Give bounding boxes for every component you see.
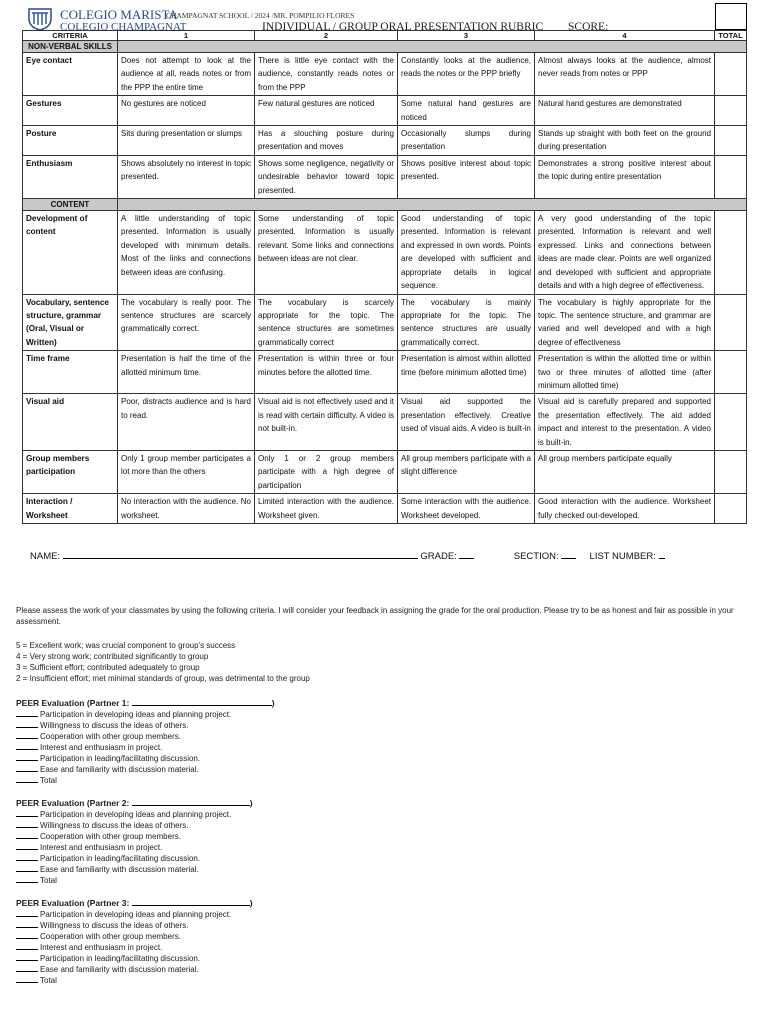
list-item: Participation in developing ideas and planning project. bbox=[16, 809, 253, 820]
level-3-cell: Shows positive interest about topic presented. bbox=[398, 155, 535, 198]
level-1-cell: Sits during presentation or slumps bbox=[118, 126, 255, 156]
rating-field[interactable] bbox=[16, 764, 38, 772]
criteria-cell: Eye contact bbox=[23, 53, 118, 96]
total-cell[interactable] bbox=[715, 211, 747, 294]
level-3-cell: The vocabulary is mainly appropriate for the topic. The sentence structures are usually grammatically correct. bbox=[398, 294, 535, 351]
peer-evaluation-3: PEER Evaluation (Partner 3: ) Participation in developing ideas and planning project. Willingness to discuss the ideas of others. Cooperation with other group members. Interest and enthusiasm in project. Participation in leading/facilitating discussion. Ease and familiarity with discussion material. Total bbox=[16, 898, 253, 985]
level-4-cell: Good interaction with the audience. Worksheet fully checked out-developed. bbox=[535, 494, 715, 524]
level-1-cell: Does not attempt to look at the audience at all, reads notes or from the PPP the entire time bbox=[118, 53, 255, 96]
rating-field[interactable] bbox=[16, 720, 38, 728]
peer-evaluation-2: PEER Evaluation (Partner 2: ) Participation in developing ideas and planning project. Willingness to discuss the ideas of others. Cooperation with other group members. Interest and enthusiasm in project. Participation in leading/facilitating discussion. Ease and familiarity with discussion material. Total bbox=[16, 798, 253, 885]
criteria-cell: Visual aid bbox=[23, 394, 118, 451]
criteria-cell: Interaction / Worksheet bbox=[23, 494, 118, 524]
header-score-3: 3 bbox=[398, 31, 535, 41]
level-2-cell: Presentation is within three or four minutes before the allotted time. bbox=[255, 351, 398, 394]
list-item: Cooperation with other group members. bbox=[16, 931, 253, 942]
partner-name-field[interactable] bbox=[132, 897, 250, 906]
header-total: TOTAL bbox=[715, 31, 747, 41]
level-4-cell: Demonstrates a strong positive interest about the topic during entire presentation bbox=[535, 155, 715, 198]
rating-field[interactable] bbox=[16, 964, 38, 972]
rating-field[interactable] bbox=[16, 709, 38, 717]
level-2-cell: Limited interaction with the audience. Worksheet given. bbox=[255, 494, 398, 524]
grade-label: GRADE: bbox=[420, 551, 457, 562]
list-item: Interest and enthusiasm in project. bbox=[16, 742, 275, 753]
level-3-cell: All group members participate with a slight difference bbox=[398, 450, 535, 493]
table-row bbox=[23, 394, 747, 451]
scale-item: 2 = Insufficient effort; met minimal standards of group, was detrimental to the group bbox=[16, 674, 310, 683]
level-2-cell: Has a slouching posture during presentation and moves bbox=[255, 126, 398, 156]
rating-field[interactable] bbox=[16, 953, 38, 961]
level-1-cell: Only 1 group member participates a lot more than the others bbox=[118, 450, 255, 493]
name-label: NAME: bbox=[30, 551, 61, 562]
section-label: NON-VERBAL SKILLS bbox=[23, 41, 118, 53]
rating-field[interactable] bbox=[16, 931, 38, 939]
total-cell[interactable] bbox=[715, 394, 747, 451]
level-1-cell: No gestures are noticed bbox=[118, 96, 255, 126]
level-2-cell: Few natural gestures are noticed bbox=[255, 96, 398, 126]
rating-field[interactable] bbox=[16, 920, 38, 928]
section-row-nonverbal bbox=[23, 41, 747, 53]
criteria-cell: Enthusiasm bbox=[23, 155, 118, 198]
logo-line-1: COLEGIO MARISTA bbox=[60, 7, 178, 22]
total-cell[interactable] bbox=[715, 351, 747, 394]
rating-field[interactable] bbox=[16, 864, 38, 872]
criteria-cell: Gestures bbox=[23, 96, 118, 126]
criteria-cell: Group members participation bbox=[23, 450, 118, 493]
rubric-title: INDIVIDUAL / GROUP ORAL PRESENTATION RUBRIC bbox=[262, 21, 544, 33]
level-3-cell: Constantly looks at the audience, reads the notes or the PPP briefly bbox=[398, 53, 535, 96]
list-item: Participation in developing ideas and planning project. bbox=[16, 909, 253, 920]
rating-field[interactable] bbox=[16, 942, 38, 950]
rating-field[interactable] bbox=[16, 975, 38, 983]
level-2-cell: Shows some negligence, negativity or undesirable behavior toward topic presented. bbox=[255, 155, 398, 198]
peer-instructions: Please assess the work of your classmates by using the following criteria. I will consider your feedback in assigning the grade for the oral production. Please try to be as honest and fair as possible in your assessment. bbox=[16, 606, 734, 626]
table-row bbox=[23, 294, 747, 351]
section-label: SECTION: bbox=[513, 551, 559, 562]
list-item: Total bbox=[16, 875, 253, 886]
list-item: Willingness to discuss the ideas of others. bbox=[16, 820, 253, 831]
header-criteria: CRITERIA bbox=[23, 31, 118, 41]
list-item: Total bbox=[16, 775, 275, 786]
list-item: Cooperation with other group members. bbox=[16, 831, 253, 842]
level-1-cell: No interaction with the audience. No worksheet. bbox=[118, 494, 255, 524]
rating-scale bbox=[16, 640, 310, 684]
peer-title: PEER Evaluation (Partner 1: bbox=[16, 698, 130, 708]
list-item: Participation in developing ideas and planning project. bbox=[16, 709, 275, 720]
scale-item: 3 = Sufficient effort; contributed adequately to group bbox=[16, 663, 200, 672]
list-item: Willingness to discuss the ideas of others. bbox=[16, 920, 253, 931]
rating-field[interactable] bbox=[16, 809, 38, 817]
total-cell[interactable] bbox=[715, 294, 747, 351]
level-4-cell: All group members participate equally bbox=[535, 450, 715, 493]
criteria-cell: Vocabulary, sentence structure, grammar (Oral, Visual or Written) bbox=[23, 294, 118, 351]
total-cell[interactable] bbox=[715, 96, 747, 126]
score-box[interactable] bbox=[715, 3, 747, 30]
table-row bbox=[23, 351, 747, 394]
level-3-cell: Occasionally slumps during presentation bbox=[398, 126, 535, 156]
peer-evaluation-1: PEER Evaluation (Partner 1: ) Participation in developing ideas and planning project. Willingness to discuss the ideas of others. Cooperation with other group members. Interest and enthusiasm in project. Participation in leading/facilitating discussion. Ease and familiarity with discussion material. Total bbox=[16, 698, 275, 785]
total-cell[interactable] bbox=[715, 53, 747, 96]
level-2-cell: There is little eye contact with the audience, constantly reads notes or from the PPP bbox=[255, 53, 398, 96]
rating-field[interactable] bbox=[16, 742, 38, 750]
level-4-cell: Almost always looks at the audience, almost never reads from notes or PPP bbox=[535, 53, 715, 96]
level-2-cell: Some understanding of topic presented. Information is usually relevant. Some links and connections between ideas are not clear. bbox=[255, 211, 398, 294]
rating-field[interactable] bbox=[16, 909, 38, 917]
level-1-cell: Presentation is half the time of the allotted minimum time. bbox=[118, 351, 255, 394]
level-1-cell: Poor, distracts audience and is hard to read. bbox=[118, 394, 255, 451]
rating-field[interactable] bbox=[16, 853, 38, 861]
partner-name-field[interactable] bbox=[132, 697, 272, 706]
header-score-2: 2 bbox=[255, 31, 398, 41]
table-header-row bbox=[23, 31, 747, 41]
rating-field[interactable] bbox=[16, 753, 38, 761]
section-label: CONTENT bbox=[23, 199, 118, 211]
level-1-cell: A little understanding of topic presented. Information is usually developed with minimum details. Most of the links and connections between ideas are confusing. bbox=[118, 211, 255, 294]
list-item: Participation in leading/facilitating discussion. bbox=[16, 753, 275, 764]
page-header bbox=[0, 0, 768, 34]
list-item: Interest and enthusiasm in project. bbox=[16, 942, 253, 953]
level-2-cell: Only 1 or 2 group members participate with a high degree of participation bbox=[255, 450, 398, 493]
rating-field[interactable] bbox=[16, 731, 38, 739]
list-number-field[interactable] bbox=[659, 549, 665, 559]
list-item: Total bbox=[16, 975, 253, 986]
scale-item: 5 = Excellent work; was crucial component to group's success bbox=[16, 641, 236, 650]
list-item: Ease and familiarity with discussion material. bbox=[16, 964, 253, 975]
scale-item: 4 = Very strong work; contributed significantly to group bbox=[16, 652, 209, 661]
rating-field[interactable] bbox=[16, 820, 38, 828]
level-3-cell: Some interaction with the audience. Worksheet developed. bbox=[398, 494, 535, 524]
level-4-cell: Presentation is within the allotted time or within two or three minutes of allotted time (after minimum allotted time) bbox=[535, 351, 715, 394]
level-4-cell: Visual aid is carefully prepared and supported the presentation effectively. The aid added impact and interest to the presentation. A video is built-in. bbox=[535, 394, 715, 451]
list-item: Interest and enthusiasm in project. bbox=[16, 842, 253, 853]
table-row bbox=[23, 450, 747, 493]
level-2-cell: The vocabulary is scarcely appropriate for the topic. The sentence structures are sometimes grammatically correct bbox=[255, 294, 398, 351]
table-row bbox=[23, 211, 747, 294]
level-2-cell: Visual aid is not effectively used and it is read with certain difficulty. A video is not built-in. bbox=[255, 394, 398, 451]
level-4-cell: The vocabulary is highly appropriate for the topic. The sentence structure, and grammar are varied and well developed and with a high degree of effectiveness bbox=[535, 294, 715, 351]
peer-title: PEER Evaluation (Partner 3: bbox=[16, 898, 130, 908]
level-1-cell: Shows absolutely no interest in topic presented. bbox=[118, 155, 255, 198]
rubric-table bbox=[22, 30, 747, 524]
total-cell[interactable] bbox=[715, 450, 747, 493]
level-4-cell: A very good understanding of the topic presented. Information is relevant and well expressed. Links and connections between ideas are made clear. Points are well organized and developed with sufficient and appropriate details and with a high degree of effectiveness. bbox=[535, 211, 715, 294]
level-3-cell: Visual aid supported the presentation effectively. Creative used of visual aids. A video is built-in bbox=[398, 394, 535, 451]
list-item: Participation in leading/facilitating discussion. bbox=[16, 853, 253, 864]
name-field[interactable] bbox=[63, 549, 418, 559]
grade-field[interactable] bbox=[459, 549, 474, 559]
criteria-cell: Time frame bbox=[23, 351, 118, 394]
rating-field[interactable] bbox=[16, 875, 38, 883]
school-line: CHAMPAGNAT SCHOOL / 2024 /MR. POMPILIO FLORES bbox=[166, 11, 355, 20]
section-row-content bbox=[23, 199, 747, 211]
rating-field[interactable] bbox=[16, 775, 38, 783]
header-score-1: 1 bbox=[118, 31, 255, 41]
level-3-cell: Good understanding of topic presented. Information is relevant and expressed in own words. Points are developed with sufficient and appropriate details in logical sequence. bbox=[398, 211, 535, 294]
criteria-cell: Posture bbox=[23, 126, 118, 156]
table-row bbox=[23, 494, 747, 524]
list-item: Ease and familiarity with discussion material. bbox=[16, 864, 253, 875]
rating-field[interactable] bbox=[16, 831, 38, 839]
total-cell[interactable] bbox=[715, 155, 747, 198]
level-4-cell: Natural hand gestures are demonstrated bbox=[535, 96, 715, 126]
student-info-line bbox=[30, 549, 665, 562]
school-crest-icon bbox=[26, 5, 54, 31]
table-row bbox=[23, 155, 747, 198]
partner-name-field[interactable] bbox=[132, 797, 250, 806]
header-score-4: 4 bbox=[535, 31, 715, 41]
list-item: Willingness to discuss the ideas of others. bbox=[16, 720, 275, 731]
logo-line-2: COLEGIO CHAMPAGNAT bbox=[60, 21, 187, 33]
list-item: Participation in leading/facilitating discussion. bbox=[16, 953, 253, 964]
peer-title: PEER Evaluation (Partner 2: bbox=[16, 798, 130, 808]
level-1-cell: The vocabulary is really poor. The sentence structures are scarcely grammatically correct. bbox=[118, 294, 255, 351]
level-3-cell: Some natural hand gestures are noticed bbox=[398, 96, 535, 126]
total-cell[interactable] bbox=[715, 494, 747, 524]
level-4-cell: Stands up straight with both feet on the ground during presentation bbox=[535, 126, 715, 156]
total-cell[interactable] bbox=[715, 126, 747, 156]
criteria-cell: Development of content bbox=[23, 211, 118, 294]
list-number-label: LIST NUMBER: bbox=[589, 551, 656, 562]
score-label: SCORE: bbox=[568, 21, 609, 33]
list-item: Ease and familiarity with discussion material. bbox=[16, 764, 275, 775]
table-row bbox=[23, 53, 747, 96]
table-row bbox=[23, 126, 747, 156]
table-row bbox=[23, 96, 747, 126]
section-field[interactable] bbox=[561, 549, 576, 559]
rating-field[interactable] bbox=[16, 842, 38, 850]
level-3-cell: Presentation is almost within allotted time (before minimum allotted time) bbox=[398, 351, 535, 394]
list-item: Cooperation with other group members. bbox=[16, 731, 275, 742]
